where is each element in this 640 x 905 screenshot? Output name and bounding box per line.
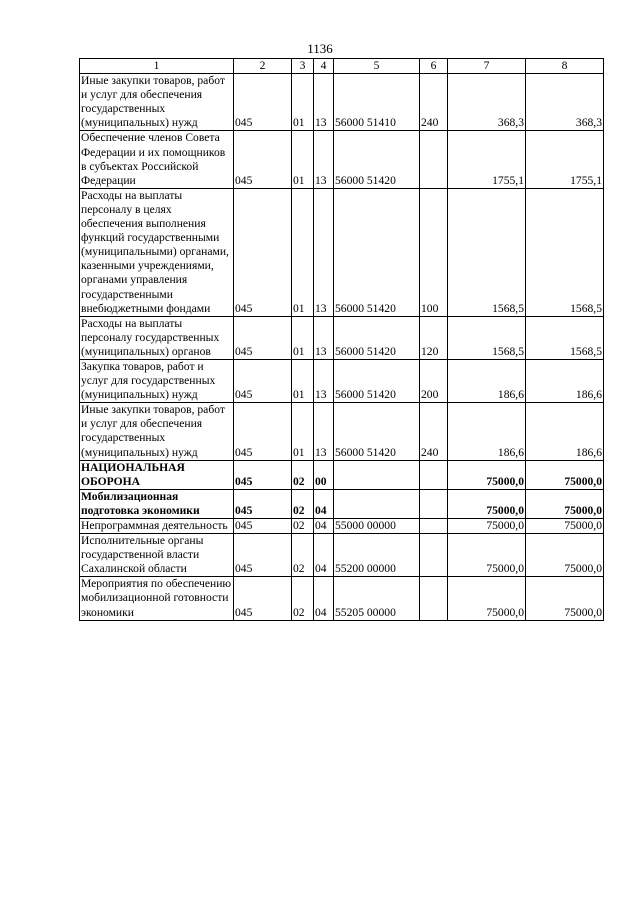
row-section-cell: 02	[292, 577, 314, 620]
table-row	[80, 489, 604, 518]
row-target-cell: 56000 51420	[334, 131, 420, 188]
table-row	[80, 188, 604, 316]
row-name-cell: Закупка товаров, работ и услуг для государственных (муниципальных) нужд	[80, 359, 234, 402]
row-amount-cell: 186,6	[526, 359, 604, 402]
row-target-cell: 56000 51420	[334, 316, 420, 359]
row-target-cell: 56000 51420	[334, 359, 420, 402]
row-amount-cell: 368,3	[526, 74, 604, 131]
row-name-cell: Непрограммная деятельность	[80, 519, 234, 534]
row-amount-cell: 75000,0	[526, 519, 604, 534]
header-row	[80, 59, 604, 74]
row-section-cell: 01	[292, 131, 314, 188]
table-row	[80, 316, 604, 359]
row-subsection-cell: 13	[314, 131, 334, 188]
row-code-cell: 045	[234, 359, 292, 402]
row-name-cell: Иные закупки товаров, работ и услуг для обеспечения государственных (муниципальных) нужд	[80, 403, 234, 460]
row-amount-cell: 75000,0	[448, 489, 526, 518]
row-section-cell: 01	[292, 188, 314, 316]
row-section-cell: 02	[292, 460, 314, 489]
row-name-cell: Мобилизационная подготовка экономики	[80, 489, 234, 518]
header-cell: 6	[420, 59, 448, 74]
row-section-cell: 02	[292, 489, 314, 518]
row-target-cell: 56000 51420	[334, 403, 420, 460]
row-section-cell: 02	[292, 534, 314, 577]
row-target-cell: 56000 51420	[334, 188, 420, 316]
budget-table	[79, 58, 604, 621]
row-section-cell: 01	[292, 316, 314, 359]
page-number: 1136	[307, 41, 333, 56]
row-code-cell: 045	[234, 188, 292, 316]
row-type-cell	[420, 131, 448, 188]
row-name-cell: Иные закупки товаров, работ и услуг для обеспечения государственных (муниципальных) нужд	[80, 74, 234, 131]
row-target-cell: 56000 51410	[334, 74, 420, 131]
row-subsection-cell: 04	[314, 489, 334, 518]
table-row	[80, 577, 604, 620]
row-name-cell: НАЦИОНАЛЬНАЯ ОБОРОНА	[80, 460, 234, 489]
row-code-cell: 045	[234, 403, 292, 460]
row-amount-cell: 75000,0	[526, 489, 604, 518]
row-subsection-cell: 13	[314, 316, 334, 359]
row-code-cell: 045	[234, 534, 292, 577]
row-type-cell	[420, 577, 448, 620]
row-target-cell: 55000 00000	[334, 519, 420, 534]
row-type-cell: 240	[420, 403, 448, 460]
row-type-cell	[420, 489, 448, 518]
header-cell: 4	[314, 59, 334, 74]
table-row	[80, 519, 604, 534]
header-cell: 1	[80, 59, 234, 74]
row-amount-cell: 1755,1	[448, 131, 526, 188]
row-name-cell: Расходы на выплаты персоналу в целях обеспечения выполнения функций государственными (муниципальными) органами, казенными учреждениями, органами управления государственными внебюджетными фондами	[80, 188, 234, 316]
header-cell: 5	[334, 59, 420, 74]
row-section-cell: 01	[292, 359, 314, 402]
row-code-cell: 045	[234, 74, 292, 131]
row-target-cell: 55205 00000	[334, 577, 420, 620]
table-row	[80, 403, 604, 460]
row-type-cell: 100	[420, 188, 448, 316]
row-subsection-cell: 13	[314, 74, 334, 131]
row-subsection-cell: 13	[314, 403, 334, 460]
row-subsection-cell: 13	[314, 188, 334, 316]
row-target-cell: 55200 00000	[334, 534, 420, 577]
row-amount-cell: 368,3	[448, 74, 526, 131]
row-amount-cell: 75000,0	[526, 577, 604, 620]
row-amount-cell: 1755,1	[526, 131, 604, 188]
row-subsection-cell: 00	[314, 460, 334, 489]
row-code-cell: 045	[234, 577, 292, 620]
row-amount-cell: 186,6	[526, 403, 604, 460]
header-cell: 3	[292, 59, 314, 74]
row-name-cell: Исполнительные органы государственной власти Сахалинской области	[80, 534, 234, 577]
row-amount-cell: 75000,0	[448, 519, 526, 534]
row-amount-cell: 75000,0	[526, 534, 604, 577]
row-code-cell: 045	[234, 316, 292, 359]
row-code-cell: 045	[234, 519, 292, 534]
row-type-cell: 200	[420, 359, 448, 402]
row-target-cell	[334, 460, 420, 489]
row-name-cell: Расходы на выплаты персоналу государственных (муниципальных) органов	[80, 316, 234, 359]
row-amount-cell: 1568,5	[526, 316, 604, 359]
table-row	[80, 460, 604, 489]
header-cell: 7	[448, 59, 526, 74]
row-subsection-cell: 04	[314, 519, 334, 534]
row-amount-cell: 186,6	[448, 403, 526, 460]
table-row	[80, 131, 604, 188]
table-row	[80, 74, 604, 131]
row-type-cell: 240	[420, 74, 448, 131]
row-type-cell: 120	[420, 316, 448, 359]
row-amount-cell: 1568,5	[526, 188, 604, 316]
table-row	[80, 359, 604, 402]
row-amount-cell: 75000,0	[448, 460, 526, 489]
row-type-cell	[420, 460, 448, 489]
row-section-cell: 01	[292, 403, 314, 460]
row-section-cell: 01	[292, 74, 314, 131]
row-subsection-cell: 13	[314, 359, 334, 402]
row-amount-cell: 75000,0	[448, 534, 526, 577]
row-amount-cell: 75000,0	[526, 460, 604, 489]
row-code-cell: 045	[234, 460, 292, 489]
table-row	[80, 534, 604, 577]
row-name-cell: Обеспечение членов Совета Федерации и их помощников в субъектах Российской Федерации	[80, 131, 234, 188]
row-amount-cell: 1568,5	[448, 188, 526, 316]
row-amount-cell: 75000,0	[448, 577, 526, 620]
row-section-cell: 02	[292, 519, 314, 534]
row-code-cell: 045	[234, 131, 292, 188]
header-cell: 8	[526, 59, 604, 74]
row-name-cell: Мероприятия по обеспечению мобилизационной готовности экономики	[80, 577, 234, 620]
row-code-cell: 045	[234, 489, 292, 518]
header-cell: 2	[234, 59, 292, 74]
row-amount-cell: 1568,5	[448, 316, 526, 359]
row-amount-cell: 186,6	[448, 359, 526, 402]
row-subsection-cell: 04	[314, 577, 334, 620]
row-type-cell	[420, 519, 448, 534]
row-subsection-cell: 04	[314, 534, 334, 577]
row-target-cell	[334, 489, 420, 518]
row-type-cell	[420, 534, 448, 577]
